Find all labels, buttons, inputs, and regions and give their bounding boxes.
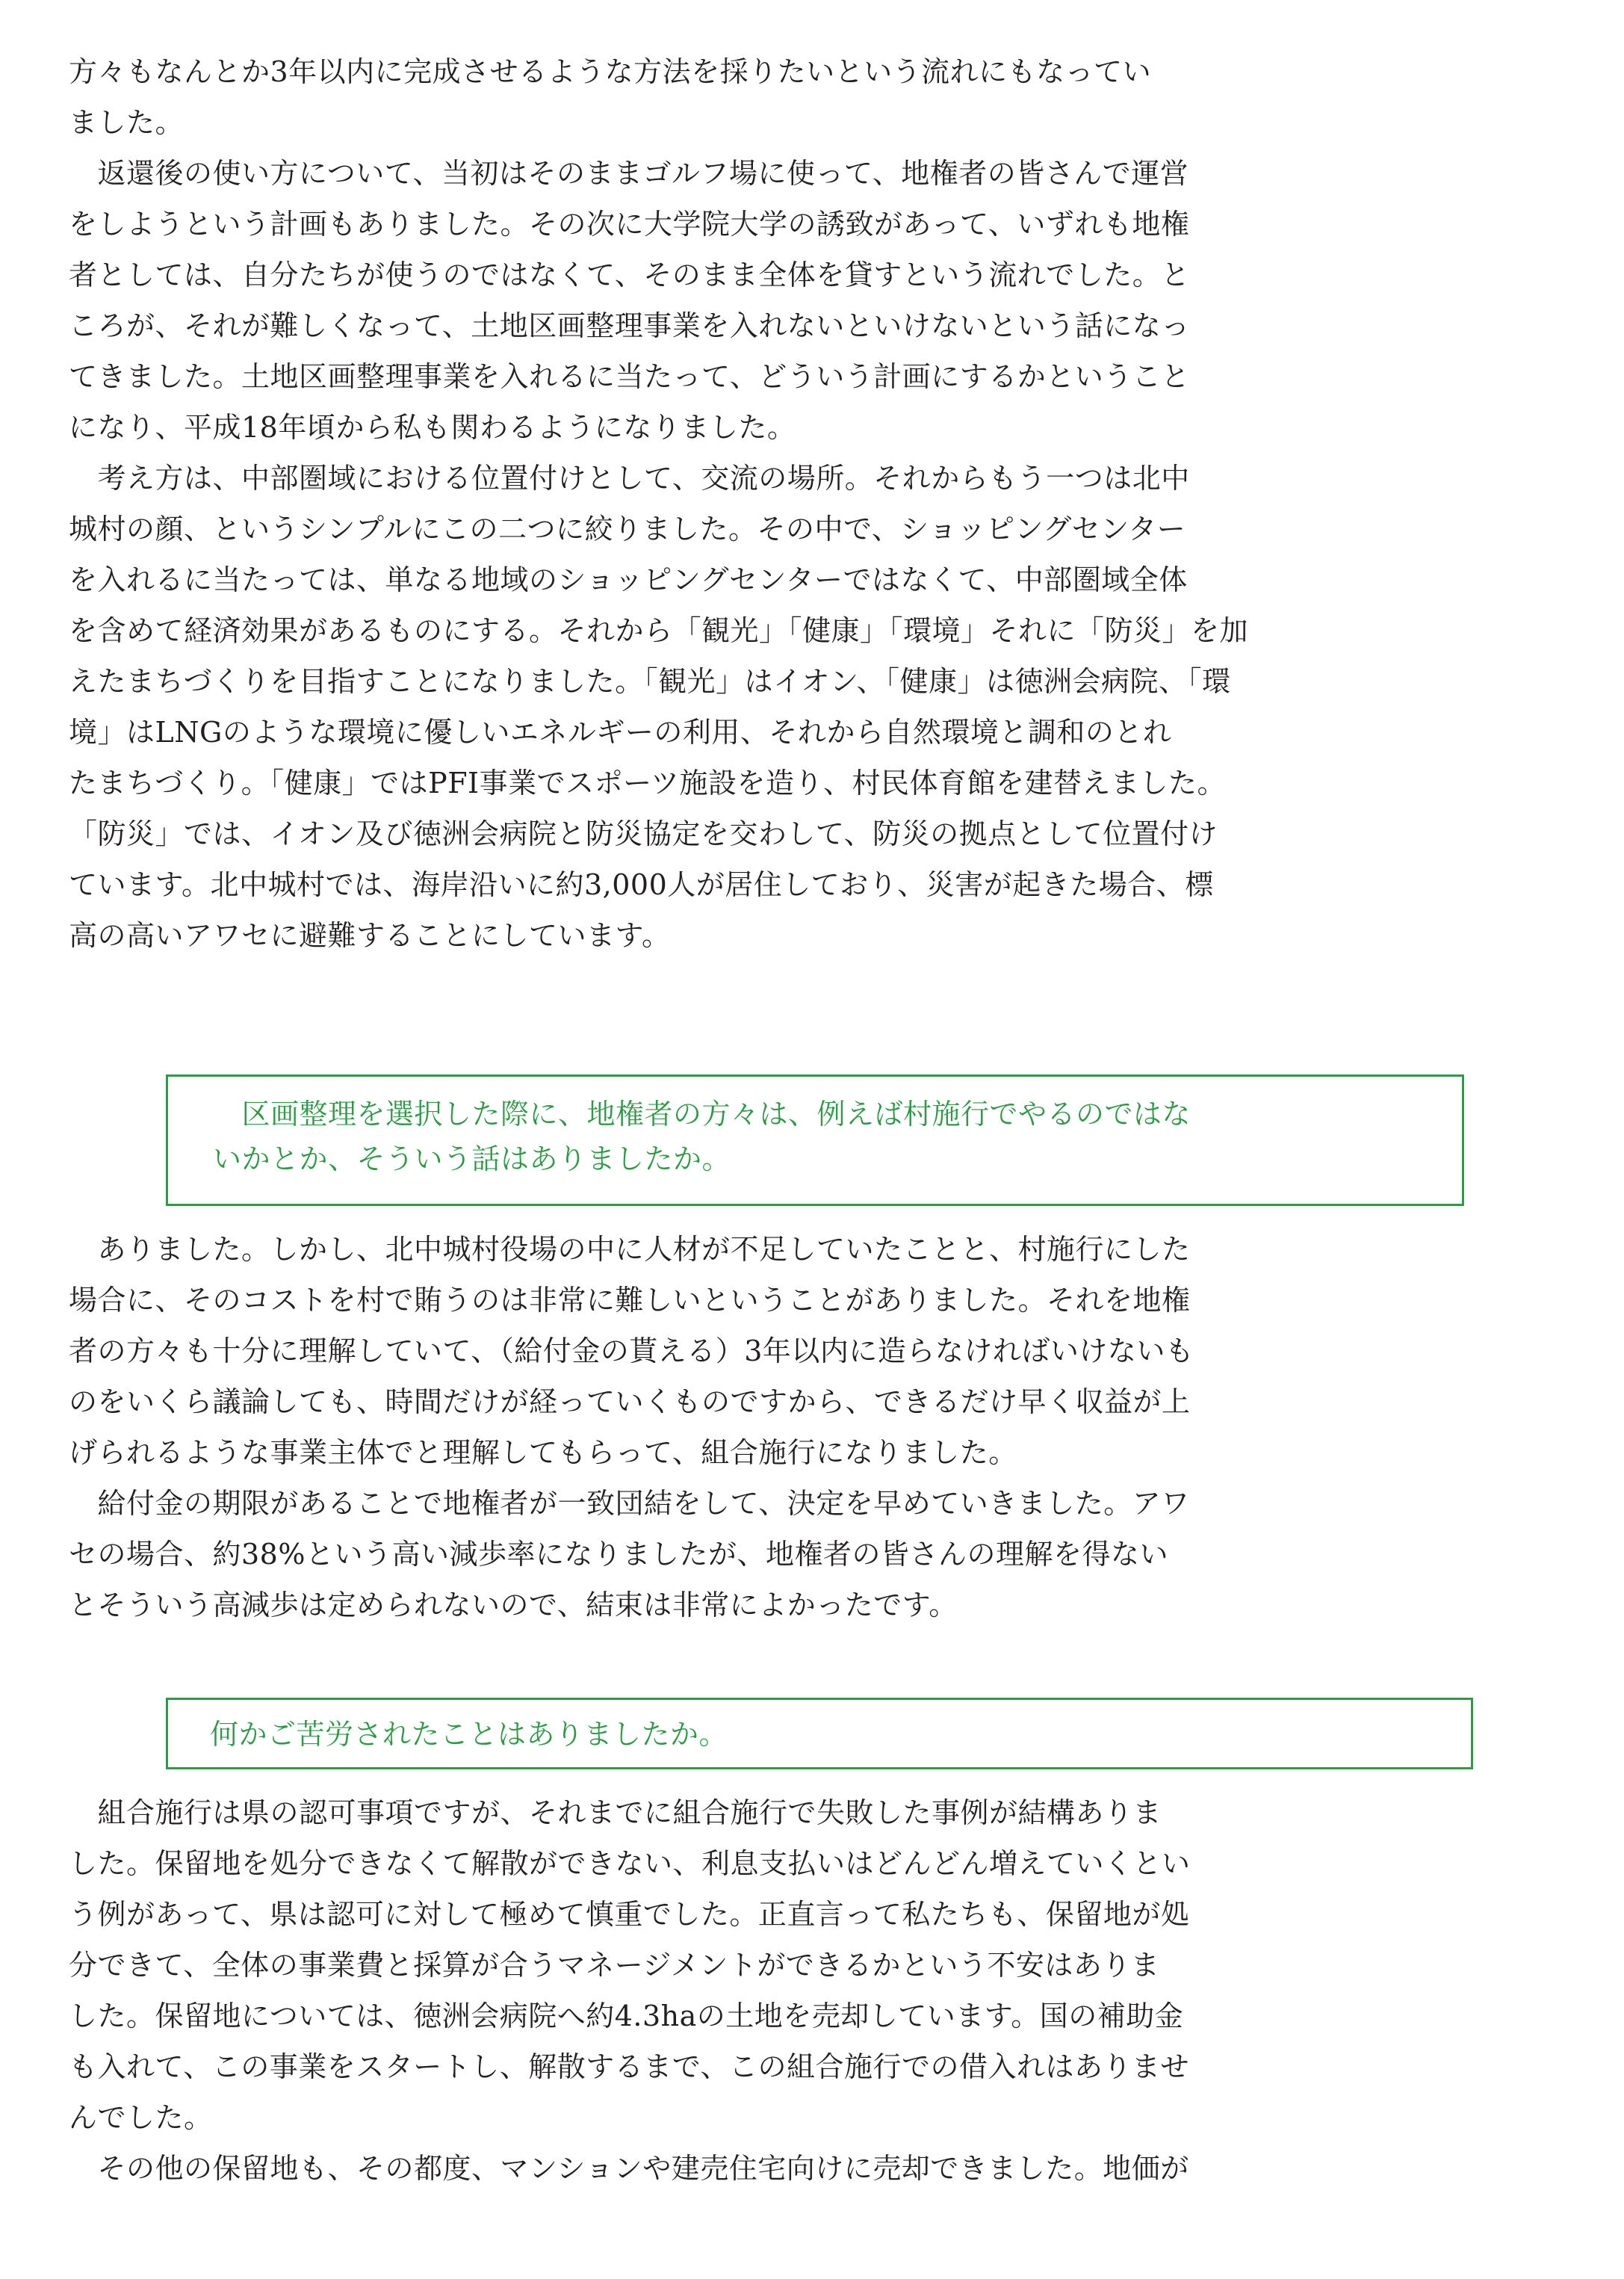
question-line: いかとか、そういう話はありましたか。 [213, 1142, 731, 1175]
text-line: う例があって、県は認可に対して極めて慎重でした。正直言って私たちも、保留地が処 [69, 1898, 1190, 1931]
interviewer-question-box [166, 1074, 1464, 1206]
body-text-section-3 [69, 1787, 1569, 2194]
text-line: を入れるに当たっては、単なる地域のショッピングセンターではなくて、中部圏域全体 [69, 563, 1188, 596]
text-line: 場合に、そのコストを村で賄うのは非常に難しいということがありました。それを地権 [69, 1284, 1191, 1317]
text-line: ています。北中城村では、海岸沿いに約3,000人が居住しており、災害が起きた場合、標 [69, 868, 1214, 901]
text-line: のをいくら議論しても、時間だけが経っていくものですから、できるだけ早く収益が上 [69, 1385, 1191, 1418]
text-line: とそういう高減歩は定められないので、結束は非常によかったです。 [69, 1589, 958, 1621]
text-line: 方々もなんとか3年以内に完成させるような方法を採りたいという流れにもなってい [69, 55, 1152, 88]
text-line: をしようという計画もありました。その次に大学院大学の誘致があって、いずれも地権 [69, 208, 1190, 241]
text-line: 分できて、全体の事業費と採算が合うマネージメントができるかという不安はありま [69, 1949, 1160, 1982]
text-line: 給付金の期限があることで地権者が一致団結をして、決定を早めていきました。アワ [69, 1487, 1190, 1520]
text-line: 境」はLNGのような環境に優しいエネルギーの利用、それから自然環境と調和のとれ [69, 716, 1172, 749]
interviewer-question-box [166, 1698, 1473, 1769]
text-line: を含めて経済効果があるものにする。それから「観光」「健康」「環境」それに「防災」を加 [69, 614, 1249, 647]
text-line: てきました。土地区画整理事業を入れるに当たって、どういう計画にするかということ [69, 360, 1190, 393]
question-line: 何かご苦労されたことはありましたか。 [210, 1718, 728, 1751]
text-line: セの場合、約38%という高い減歩率になりましたが、地権者の皆さんの理解を得ない [69, 1538, 1168, 1571]
text-line: 高の高いアワセに避難することにしています。 [69, 919, 671, 952]
text-line: した。保留地については、徳洲会病院へ約4.3haの土地を売却しています。国の補助金 [69, 2000, 1184, 2032]
text-line: ころが、それが難しくなって、土地区画整理事業を入れないといけないという話になっ [69, 309, 1190, 342]
text-line: えたまちづくりを目指すことになりました。「観光」はイオン、「健康」は徳洲会病院、「環 [69, 665, 1231, 698]
body-text-section-2 [69, 1224, 1569, 1630]
text-line: も入れて、この事業をスタートし、解散するまで、この組合施行での借入れはありませ [69, 2050, 1189, 2083]
text-line: その他の保留地も、その都度、マンションや建売住宅向けに売却できました。地価が [69, 2152, 1189, 2185]
text-line: 考え方は、中部圏域における位置付けとして、交流の場所。それからもう一つは北中 [69, 462, 1190, 495]
text-line: 「防災」では、イオン及び徳洲会病院と防災協定を交わして、防災の拠点として位置付け [69, 817, 1218, 850]
text-line: 返還後の使い方について、当初はそのままゴルフ場に使って、地権者の皆さんで運営 [69, 157, 1189, 190]
text-line: 組合施行は県の認可事項ですが、それまでに組合施行で失敗した事例が結構ありま [69, 1796, 1162, 1829]
text-line: 者の方々も十分に理解していて、（給付金の貰える）3年以内に造らなければいけないも [69, 1335, 1194, 1367]
text-line: 城村の顔、というシンプルにこの二つに絞りました。その中で、ショッピングセンター [69, 513, 1186, 545]
text-line: 者としては、自分たちが使うのではなくて、そのまま全体を貸すという流れでした。と [69, 259, 1190, 291]
question-line: 区画整理を選択した際に、地権者の方々は、例えば村施行でやるのではな [213, 1098, 1191, 1131]
text-line: ました。 [69, 106, 185, 139]
text-line: した。保留地を処分できなくて解散ができない、利息支払いはどんどん増えていくとい [69, 1847, 1191, 1880]
text-line: になり、平成18年頃から私も関わるようになりました。 [69, 411, 796, 444]
text-line: ありました。しかし、北中城村役場の中に人材が不足していたことと、村施行にした [69, 1233, 1191, 1266]
text-line: げられるような事業主体でと理解してもらって、組合施行になりました。 [69, 1436, 1017, 1469]
text-line: んでした。 [69, 2101, 213, 2134]
body-text-section-1 [69, 46, 1569, 961]
text-line: たまちづくり。「健康」ではPFI事業でスポーツ施設を造り、村民体育館を建替えました。 [69, 767, 1227, 800]
